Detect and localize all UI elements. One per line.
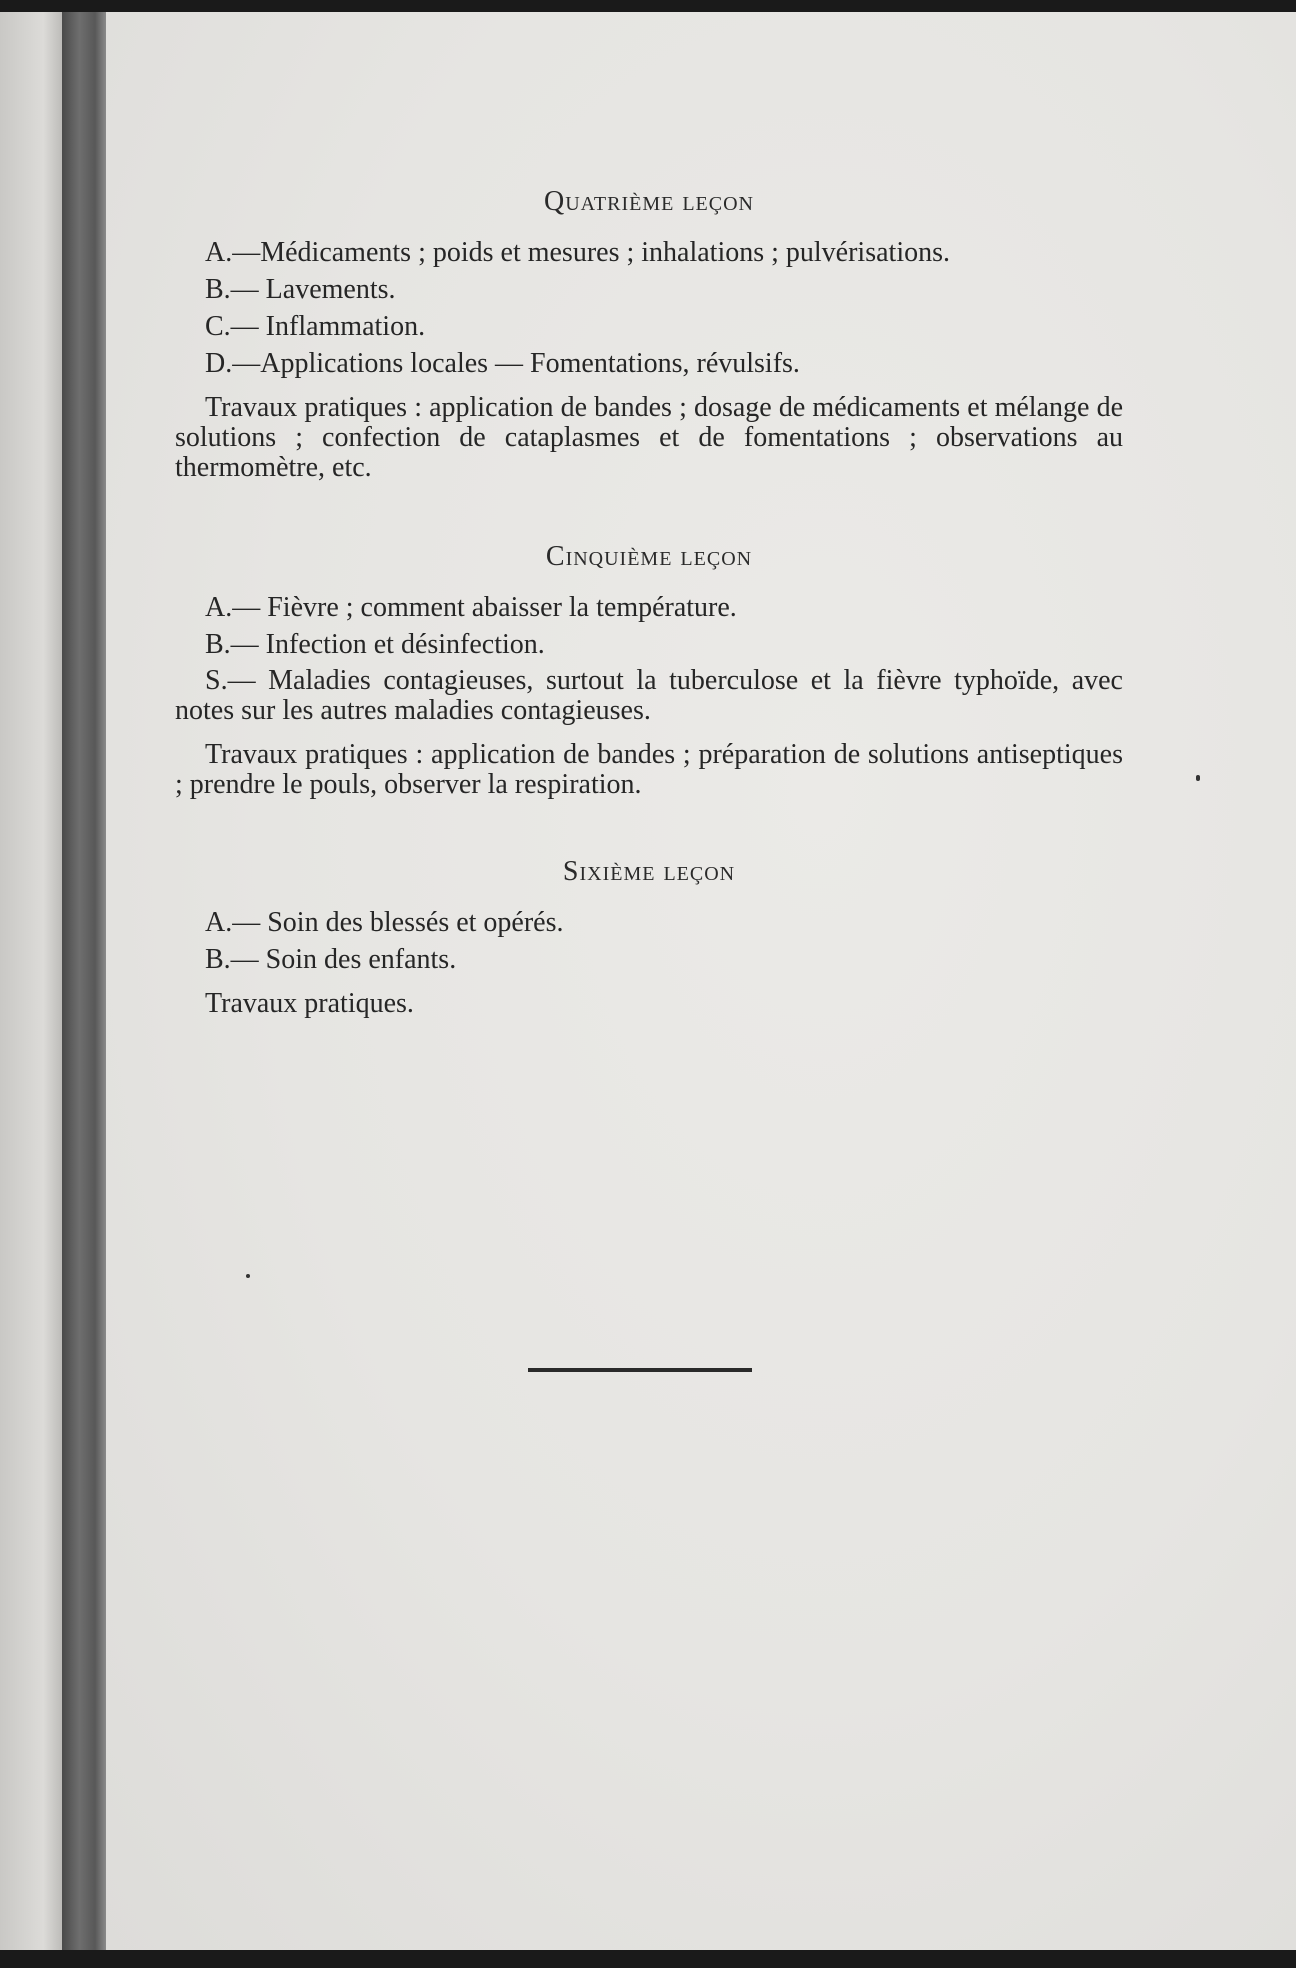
end-rule xyxy=(528,1368,752,1372)
list-item: B.— Lavements. xyxy=(205,274,396,305)
scan-bottom-edge xyxy=(0,1950,1296,1968)
list-item: D.—Applications locales — Fomentations, révulsifs. xyxy=(205,348,800,379)
adjacent-page-edge xyxy=(0,12,62,1950)
scan-speck xyxy=(1196,775,1200,781)
list-item: B.— Soin des enfants. xyxy=(205,944,457,975)
practice-paragraph: Travaux pratiques : application de bandes ; dosage de médicaments et mélange de solutions ; confection de cataplasmes et de fomentations ; observations au thermomètre, etc. xyxy=(175,392,1123,483)
scan-top-edge xyxy=(0,0,1296,12)
list-item: A.— Fièvre ; comment abaisser la température. xyxy=(205,592,737,623)
practice-paragraph: Travaux pratiques : application de bandes ; préparation de solutions antiseptiques ; prendre le pouls, observer la respiration. xyxy=(175,739,1123,800)
list-item: B.— Infection et désinfection. xyxy=(205,629,545,660)
practice-paragraph: Travaux pratiques. xyxy=(205,988,414,1019)
page-content xyxy=(175,180,1123,1019)
list-item: C.— Inflammation. xyxy=(205,311,426,342)
list-item: S.— Maladies contagieuses, surtout la tuberculose et la fièvre typhoïde, avec notes sur les autres maladies contagieuses. xyxy=(175,665,1123,726)
list-item: A.—Médicaments ; poids et mesures ; inhalations ; pulvérisations. xyxy=(205,237,950,268)
section-heading-quatrieme: Quatrième leçon xyxy=(544,186,754,217)
list-item: A.— Soin des blessés et opérés. xyxy=(205,907,564,938)
book-spine-shadow xyxy=(62,12,106,1950)
section-heading-cinquieme: Cinquième leçon xyxy=(545,541,753,572)
scan-speck xyxy=(246,1274,250,1278)
section-heading-sixieme: Sixième leçon xyxy=(562,856,736,887)
